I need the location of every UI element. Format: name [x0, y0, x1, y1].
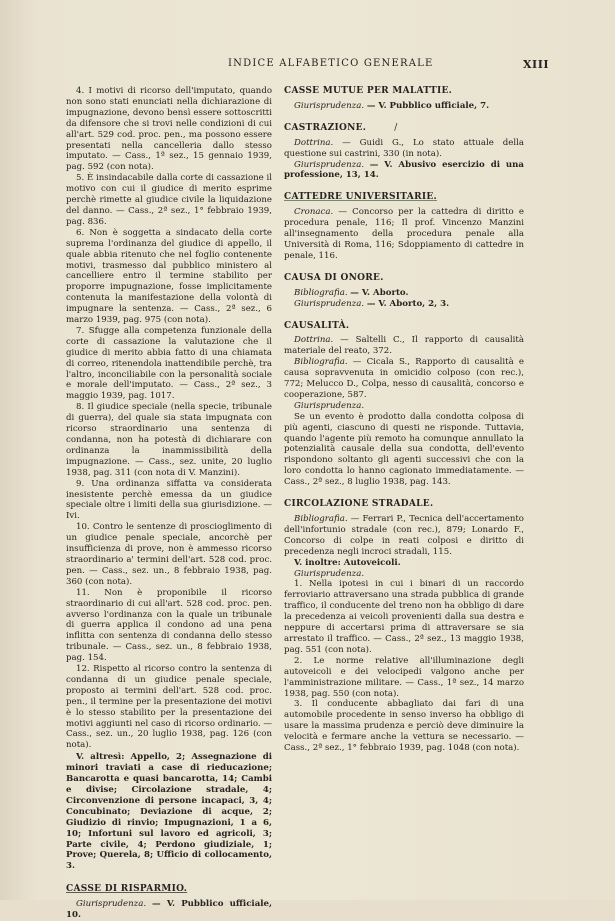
entry-reference [284, 299, 524, 310]
entry-paragraph: 9. Una ordinanza siffatta va considerata inesistente perchè emessa da un giudice speciale oltre i limiti della sua giurisdizione. — Ivi. [66, 478, 272, 522]
entry-label: Cronaca. [294, 207, 334, 218]
entry-paragraph [284, 138, 524, 160]
pencil-mark: / [394, 122, 398, 133]
entry-label: Dottrina. [294, 335, 334, 346]
section-heading-casse-mutue: CASSE MUTUE PER MALATTIE. [284, 86, 453, 96]
entry-paragraph [284, 514, 524, 558]
entry-label: Dottrina. [294, 137, 334, 148]
left-column [66, 86, 272, 921]
entry-label: Giurisprudenza. [294, 298, 365, 309]
section-heading-castrazione [284, 123, 524, 134]
cross-reference: — V. Pubblico ufficiale, 7. [366, 100, 490, 111]
cross-reference: — V. Aborto, 2, 3. [366, 298, 450, 309]
entry-paragraph: 10. Contro le sentenze di proscioglimento di un giudice penale speciale, ancorchè per insufficienza di prove, non è ammesso ricorso straordinario a' termini dell'art. 528 cod. proc. pen. — Cass., sez. un., 8 febbraio 1938, pag. 360 (con nota). [66, 522, 272, 587]
cross-reference: — V. Pubblico ufficiale, 10. [66, 899, 272, 921]
right-column [284, 86, 524, 754]
entry-text: — Cicala S., Rapporto di causalità e causa sopravvenuta in omicidio colposo (con rec.), 772; Melucco D., Colpa, nesso di causalità, concorso e cooperazione, 587. [284, 357, 525, 400]
entry-paragraph: 1. Nella ipotesi in cui i binari di un raccordo ferroviario attraversano una strada pubblica di grande traffico, il conducente del treno non ha obbligo di dare la precedenza ai veicoli provenienti dalla sua destra e neppure di accertarsi prima di attraversare se sia arrestato il traffico. — Cass., 2ª sez., 13 maggio 1938, pag. 551 (con nota). [284, 579, 524, 655]
heading-text: CASTRAZIONE. [284, 122, 367, 133]
see-also: V. inoltre: Autoveicoli. [294, 557, 401, 568]
entry-paragraph: 8. Il giudice speciale (nella specie, tribunale di guerra), del quale sia stata impugnata con ricorso straordinario una sentenza di condanna, non ha potestà di dichiarare con ordinanza la inammissibilità della impugnazione. — Cass., sez. unite, 20 luglio 1938, pag. 311 (con nota di V. Manzini). [66, 402, 272, 478]
section-heading-causa-onore: CAUSA DI ONORE. [284, 272, 384, 283]
entry-label: Bibliografia. [294, 287, 348, 298]
entry-paragraph: 11. Non è proponibile il ricorso straordinario di cui all'art. 528 cod. proc. pen. avverso l'ordinanza con la quale un tribunale di guerra applica il condono ad una pena inflitta con sentenza di condanna dello stesso tribunale. — Cass., sez. un., 8 febbraio 1938, pag. 154. [66, 587, 272, 664]
entry-paragraph: 6. Non è soggetta a sindacato della corte suprema l'ordinanza del giudice di appello, il quale abbia ritenuto che nel foglio contenente motivi, trasmesso dal pubblico ministero al cancelliere entro il termine stabilito per proporre impugnazione, fosse implicitamente contenuta la manifestazione della volontà di impugnare la sentenza. — Cass., 2ª sez., 6 marzo 1939, pag. 975 (con nota). [66, 227, 272, 326]
entry-label: Giurisprudenza. [76, 899, 147, 910]
section-heading-circolazione: CIRCOLAZIONE STRADALE. [284, 499, 434, 510]
entry-label: Giurisprudenza. [294, 400, 365, 411]
entry-paragraph: 12. Rispetto al ricorso contro la sentenza di condanna di un giudice penale speciale, proposto ai termini dell'art. 528 cod. proc. pen., il termine per la presentazione dei motivi è lo stesso stabilito per la presentazione dei motivi aggiunti nel caso di ricorso ordinario. — Cass., sez. un., 20 luglio 1938, pag. 126 (con nota). [66, 664, 272, 751]
page-number: XIII [523, 58, 549, 71]
entry-paragraph [284, 207, 524, 262]
entry-reference [284, 288, 524, 299]
entry-text: — Guidi G., Lo stato attuale della questione sui castrini, 330 (in nota). [284, 137, 524, 159]
see-also-list: V. altresì: Appello, 2; Assegnazione di minori traviati a case di rieducazione; Bancarotta e quasi bancarotta, 14; Cambi e divise; Circolazione stradale, 4; Circonvenzione di persone incapaci, 3, 4; Concubinato; Deviazione di acque, 2; Giudizio di rinvio; Impugnazioni, 1 a 6, 10; Infortuni sul lavoro ed agricoli, 3; Parte civile, 4; Perdono giudiziale, 1; Prove; Querela, 8; Ufficio di collocamento, 3. [66, 752, 272, 872]
entry-paragraph [284, 335, 524, 357]
entry-paragraph: Se un evento è prodotto dalla condotta colposa di più agenti, ciascuno di questi ne risponde. Tuttavia, quando l'agente più remoto ha comunque annullato la potenzialità causale della sua condotta, dell'evento rispondono soltanto gli agenti successivi che con la loro condotta lo hanno cagionato immediatamente. — Cass., 2ª sez., 8 luglio 1938, pag. 143. [284, 411, 524, 488]
entry-paragraph: 5. È insindacabile dalla corte di cassazione il motivo con cui il giudice di merito esprime perchè rimette al giudice civile la liquidazione del danno. — Cass., 2ª sez., 1° febbraio 1939, pag. 836. [66, 173, 272, 227]
entry-label: Bibliografia. [294, 514, 348, 524]
entry-paragraph [284, 357, 524, 401]
entry-label: Bibliografia. [294, 357, 348, 368]
cross-reference: — V. Abusivo esercizio di una professione, 13, 14. [284, 159, 524, 181]
section-heading-cattedre: CATTEDRE UNIVERSITARIE. [284, 192, 437, 203]
entry-label: Giurisprudenza. [294, 100, 365, 111]
entry-paragraph: 3. Il conducente abbagliato dai fari di una automobile procedente in senso inverso ha obbligo di usare la massima prudenza e perciò deve diminuire la velocità e fermare anche la vettura se necessario. — Cass., 2ª sez., 1° febbraio 1939, pag. 1048 (con nota). [284, 699, 524, 754]
entry-label: Giurisprudenza. [294, 568, 365, 579]
entry-reference [284, 160, 524, 182]
running-header [0, 58, 615, 74]
entry-paragraph: 7. Sfugge alla competenza funzionale della corte di cassazione la valutazione che il giudice di merito abbia fatto di una chiamata di correo, ritenendola inattendibile perchè, tra l'altro, inconciliabile con la personalità sociale e morale dell'imputato. — Cass., 2ª sez., 3 maggio 1939, pag. 1017. [66, 325, 272, 402]
entry-paragraph: 4. I motivi di ricorso dell'imputato, quando non sono stati enunciati nella dichiarazione di impugnazione, devono bensì essere sottoscritti da difensore che si trovi nelle condizioni di cui all'art. 529 cod. proc. pen., ma possono essere presentati nella cancelleria dallo stesso imputato. — Cass., 1ª sez., 15 gennaio 1939, pag. 592 (con nota). [66, 86, 272, 173]
entry-label: Giurisprudenza. [294, 159, 365, 170]
entry-reference [284, 101, 524, 112]
entry-text: — Ferrari P., Tecnica dell'accertamento dell'infortunio stradale (con rec.), 879; Lonardo F., Concorso di colpe in reati colposi e diritto di precedenza negli incroci stradali, 115. [284, 514, 524, 557]
entry-paragraph: 2. Le norme relative all'illuminazione degli autoveicoli e dei velocipedi valgono anche per l'amministrazione militare. — Cass., 1ª sez., 14 marzo 1938, pag. 550 (con nota). [284, 655, 524, 699]
entry-text: — Concorso per la cattedra di diritto e procedura penale, 116; Il prof. Vincenzo Manzini all'insegnamento della procedura penale alla Università di Roma, 116; Sdoppiamento di cattedre in penale, 116. [284, 207, 524, 261]
section-heading-causalita: CAUSALITÀ. [284, 320, 350, 331]
entry-reference [66, 899, 272, 921]
cross-reference: — V. Aborto. [350, 287, 409, 298]
running-title: INDICE ALFABETICO GENERALE [228, 58, 434, 69]
section-heading-casse-risparmio: CASSE DI RISPARMIO. [66, 884, 188, 895]
entry-text: — Saltelli C., Il rapporto di causalità materiale del reato, 372. [284, 335, 524, 357]
